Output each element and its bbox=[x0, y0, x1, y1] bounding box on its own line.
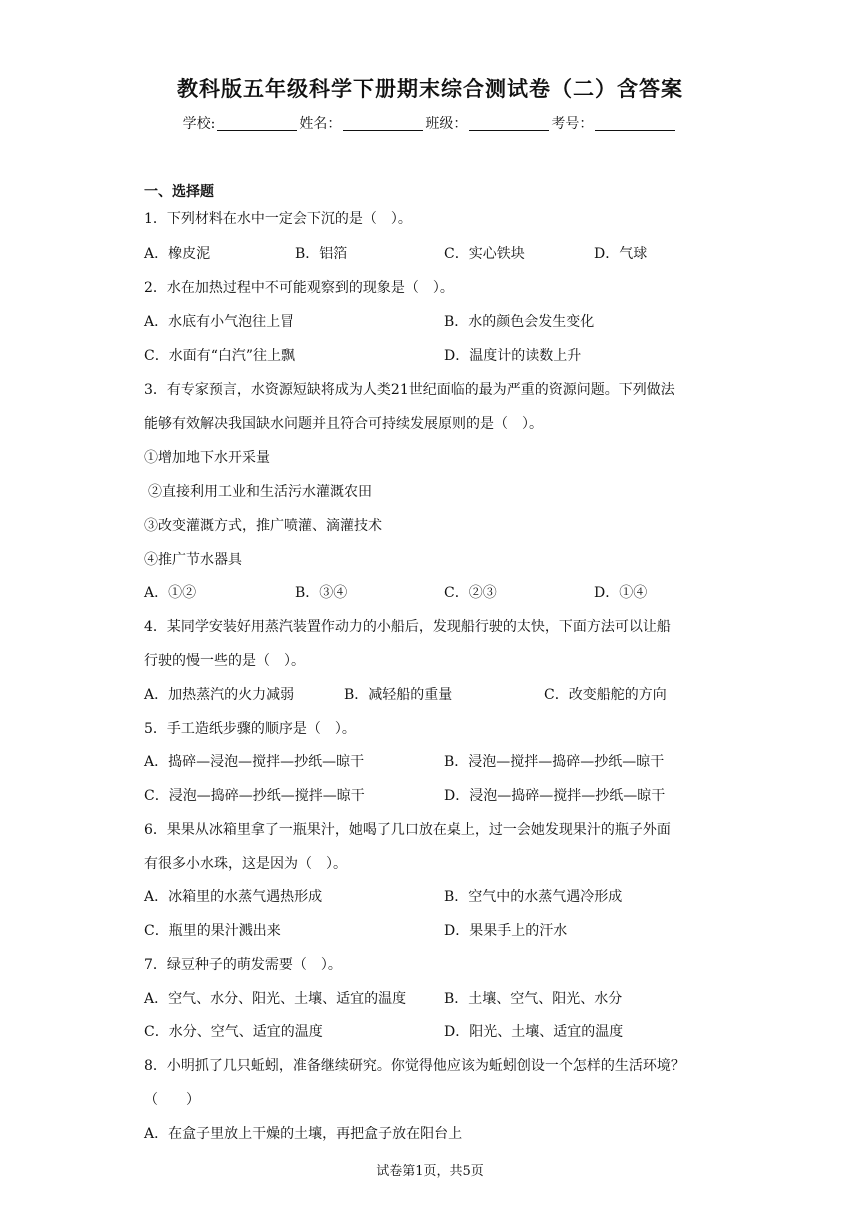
name-label: 姓名： bbox=[299, 116, 342, 132]
q3-option-d: D．①④ bbox=[594, 585, 648, 601]
q6-option-a: A．冰箱里的水蒸气遇热形成 bbox=[144, 889, 323, 905]
page-footer: 试卷第1页，共5页 bbox=[376, 1164, 484, 1179]
q4-option-b: B．减轻船的重量 bbox=[344, 687, 453, 703]
q2-option-b: B．水的颜色会发生变化 bbox=[444, 314, 595, 330]
q1-option-b: B．铝箔 bbox=[295, 246, 348, 262]
q5-option-c: C．浸泡—捣碎—抄纸—搅拌—晾干 bbox=[144, 788, 365, 804]
q4-stem-line2: 行驶的慢一些的是（ ）。 bbox=[144, 653, 305, 669]
q6-option-d: D．果果手上的汗水 bbox=[444, 923, 568, 939]
number-label: 考号： bbox=[551, 116, 594, 132]
q1-stem: 1．下列材料在水中一定会下沉的是（ ）。 bbox=[144, 211, 412, 227]
student-info-line bbox=[0, 113, 860, 133]
q4-option-a: A．加热蒸汽的火力减弱 bbox=[144, 687, 295, 703]
q6-stem-line1: 6．果果从冰箱里拿了一瓶果汁，她喝了几口放在桌上，过一会她发现果汁的瓶子外面 bbox=[144, 822, 671, 838]
q4-option-c: C．改变船舵的方向 bbox=[544, 687, 667, 703]
q8-option-a: A．在盒子里放上干燥的土壤，再把盒子放在阳台上 bbox=[144, 1126, 463, 1142]
q6-option-b: B．空气中的水蒸气遇冷形成 bbox=[444, 889, 623, 905]
q3-option-b: B．③④ bbox=[295, 585, 348, 601]
section-heading: 一、选择题 bbox=[144, 184, 214, 200]
q5-option-d: D．浸泡—捣碎—搅拌—抄纸—晾干 bbox=[444, 788, 666, 804]
q1-option-d: D．气球 bbox=[594, 246, 648, 262]
q2-option-a: A．水底有小气泡往上冒 bbox=[144, 314, 295, 330]
q1-option-c: C．实心铁块 bbox=[444, 246, 525, 262]
q8-stem-line1: 8．小明抓了几只蚯蚓，准备继续研究。你觉得他应该为蚯蚓创设一个怎样的生活环境？ bbox=[144, 1058, 685, 1074]
q5-option-b: B．浸泡—搅拌—捣碎—抄纸—晾干 bbox=[444, 754, 665, 770]
name-blank bbox=[343, 116, 423, 131]
q5-stem: 5．手工造纸步骤的顺序是（ ）。 bbox=[144, 721, 356, 737]
q3-statement-3: ③改变灌溉方式，推广喷灌、滴灌技术 bbox=[144, 518, 382, 534]
q3-option-c: C．②③ bbox=[444, 585, 497, 601]
q3-stem-line2: 能够有效解决我国缺水问题并且符合可持续发展原则的是（ ）。 bbox=[144, 416, 543, 432]
q2-stem: 2．水在加热过程中不可能观察到的现象是（ ）。 bbox=[144, 280, 454, 296]
class-label: 班级： bbox=[425, 116, 468, 132]
q7-option-a: A．空气、水分、阳光、土壤、适宜的温度 bbox=[144, 991, 407, 1007]
q7-stem: 7．绿豆种子的萌发需要（ ）。 bbox=[144, 957, 342, 973]
class-blank bbox=[469, 116, 549, 131]
q1-option-a: A．橡皮泥 bbox=[144, 246, 211, 262]
q5-option-a: A．捣碎—浸泡—搅拌—抄纸—晾干 bbox=[144, 754, 365, 770]
q4-stem-line1: 4．某同学安装好用蒸汽装置作动力的小船后，发现船行驶的太快，下面方法可以让船 bbox=[144, 619, 671, 635]
q3-statement-4: ④推广节水器具 bbox=[144, 552, 242, 568]
school-blank bbox=[217, 116, 297, 131]
q7-option-c: C．水分、空气、适宜的温度 bbox=[144, 1024, 323, 1040]
q8-stem-line2: （ ） bbox=[144, 1092, 200, 1108]
q7-option-b: B．土壤、空气、阳光、水分 bbox=[444, 991, 623, 1007]
q3-stem-line1: 3．有专家预言，水资源短缺将成为人类21世纪面临的最为严重的资源问题。下列做法 bbox=[144, 382, 675, 398]
q7-option-d: D．阳光、土壤、适宜的温度 bbox=[444, 1024, 624, 1040]
school-label: 学校: bbox=[182, 116, 216, 132]
q2-option-d: D．温度计的读数上升 bbox=[444, 348, 582, 364]
number-blank bbox=[595, 116, 675, 131]
q2-option-c: C．水面有“白汽”往上飘 bbox=[144, 348, 296, 364]
q3-statement-2: ②直接利用工业和生活污水灌溉农田 bbox=[148, 484, 372, 500]
exam-title: 教科版五年级科学下册期末综合测试卷（二）含答案 bbox=[177, 77, 683, 101]
q6-stem-line2: 有很多小水珠，这是因为（ ）。 bbox=[144, 856, 347, 872]
q3-option-a: A．①② bbox=[144, 585, 197, 601]
q3-statement-1: ①增加地下水开采量 bbox=[144, 450, 270, 466]
q6-option-c: C．瓶里的果汁溅出来 bbox=[144, 923, 281, 939]
